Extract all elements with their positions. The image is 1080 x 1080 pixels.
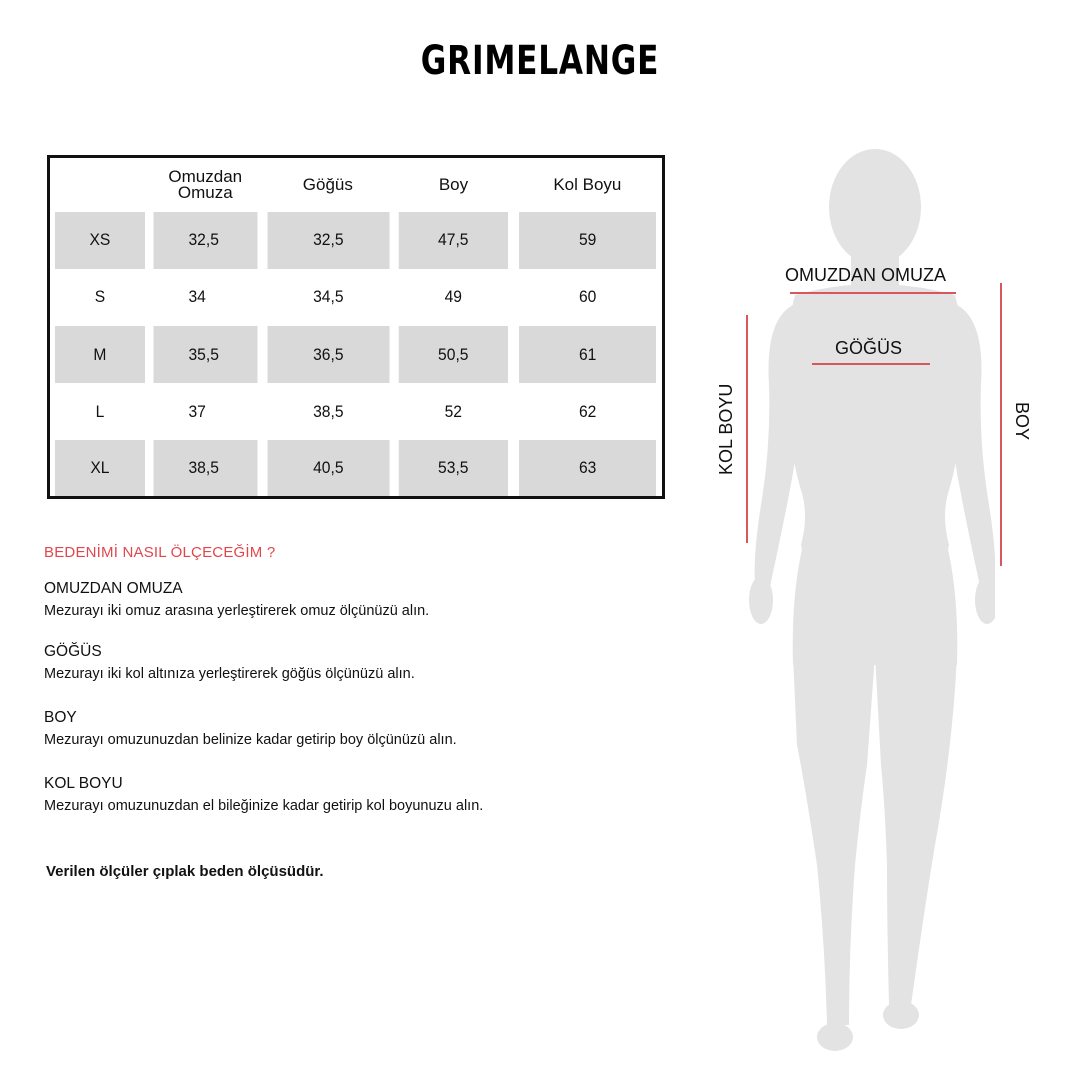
guide-item-length	[44, 709, 604, 748]
value-cell: 35,5	[153, 326, 257, 383]
guide-item-chest	[44, 643, 604, 682]
size-cell: XS	[53, 212, 145, 269]
brand-logo: GRIMELANGE	[420, 38, 660, 84]
header-chest: Göğüs	[302, 174, 353, 194]
value-cell: 52	[444, 401, 463, 421]
value-cell: 32,5	[153, 212, 257, 269]
guide-item-sleeve	[44, 775, 604, 814]
size-cell: S	[94, 287, 105, 307]
value-cell: 50,5	[399, 326, 508, 383]
header-size	[49, 157, 149, 212]
measure-note: Verilen ölçüler çıplak beden ölçüsüdür.	[46, 863, 324, 880]
value-cell: 53,5	[399, 440, 508, 497]
guide-text: Mezurayı omuzunuzdan belinize kadar getirip boy ölçünüzü alın.	[44, 732, 457, 748]
value-cell: 34,5	[312, 287, 344, 307]
value-cell: 59	[519, 212, 658, 269]
length-measure-line	[1000, 283, 1002, 566]
header-sleeve: Kol Boyu	[553, 174, 622, 194]
value-cell: 49	[444, 287, 463, 307]
chest-label: GÖĞÜS	[835, 338, 903, 358]
table-row	[49, 326, 664, 383]
table-row	[49, 212, 664, 269]
guide-heading: GÖĞÜS	[44, 643, 102, 660]
value-cell: 34	[188, 287, 206, 307]
header-length: Boy	[438, 174, 469, 194]
table-header-row	[49, 157, 664, 212]
value-cell: 47,5	[399, 212, 508, 269]
value-cell: 38,5	[312, 401, 344, 421]
value-cell: 62	[578, 401, 597, 421]
length-label: BOY	[1012, 402, 1032, 441]
table-row	[49, 440, 664, 497]
size-table	[47, 155, 665, 499]
value-cell: 40,5	[267, 440, 389, 497]
shoulder-label: OMUZDAN OMUZA	[785, 265, 946, 285]
value-cell: 38,5	[153, 440, 257, 497]
value-cell: 37	[188, 401, 206, 421]
table-row	[49, 383, 664, 440]
chest-measure-line	[812, 363, 930, 365]
value-cell: 63	[519, 440, 658, 497]
guide-text: Mezurayı omuzunuzdan el bileğinize kadar getirip kol boyunuzu alın.	[44, 798, 484, 814]
value-cell: 36,5	[267, 326, 389, 383]
shoulder-measure-line	[790, 292, 956, 294]
guide-heading: OMUZDAN OMUZA	[44, 580, 183, 597]
sleeve-label: KOL BOYU	[716, 383, 736, 475]
value-cell: 60	[578, 287, 597, 307]
header-shoulder: Omuzdan Omuza	[168, 166, 243, 202]
value-cell: 32,5	[267, 212, 389, 269]
guide-text: Mezurayı iki kol altınıza yerleştirerek göğüs ölçünüzü alın.	[44, 666, 415, 682]
measure-guide-title: BEDENİMİ NASIL ÖLÇECEĞİM ?	[44, 544, 276, 561]
sleeve-measure-line	[746, 315, 748, 543]
value-cell: 61	[519, 326, 658, 383]
guide-text: Mezurayı iki omuz arasına yerleştirerek omuz ölçünüzü alın.	[44, 603, 430, 619]
size-cell: M	[53, 326, 145, 383]
guide-heading: KOL BOYU	[44, 775, 123, 792]
size-cell: XL	[53, 440, 145, 497]
guide-item-shoulder	[44, 580, 604, 619]
guide-heading: BOY	[44, 709, 77, 726]
size-cell: L	[95, 401, 104, 421]
table-row	[49, 269, 664, 326]
